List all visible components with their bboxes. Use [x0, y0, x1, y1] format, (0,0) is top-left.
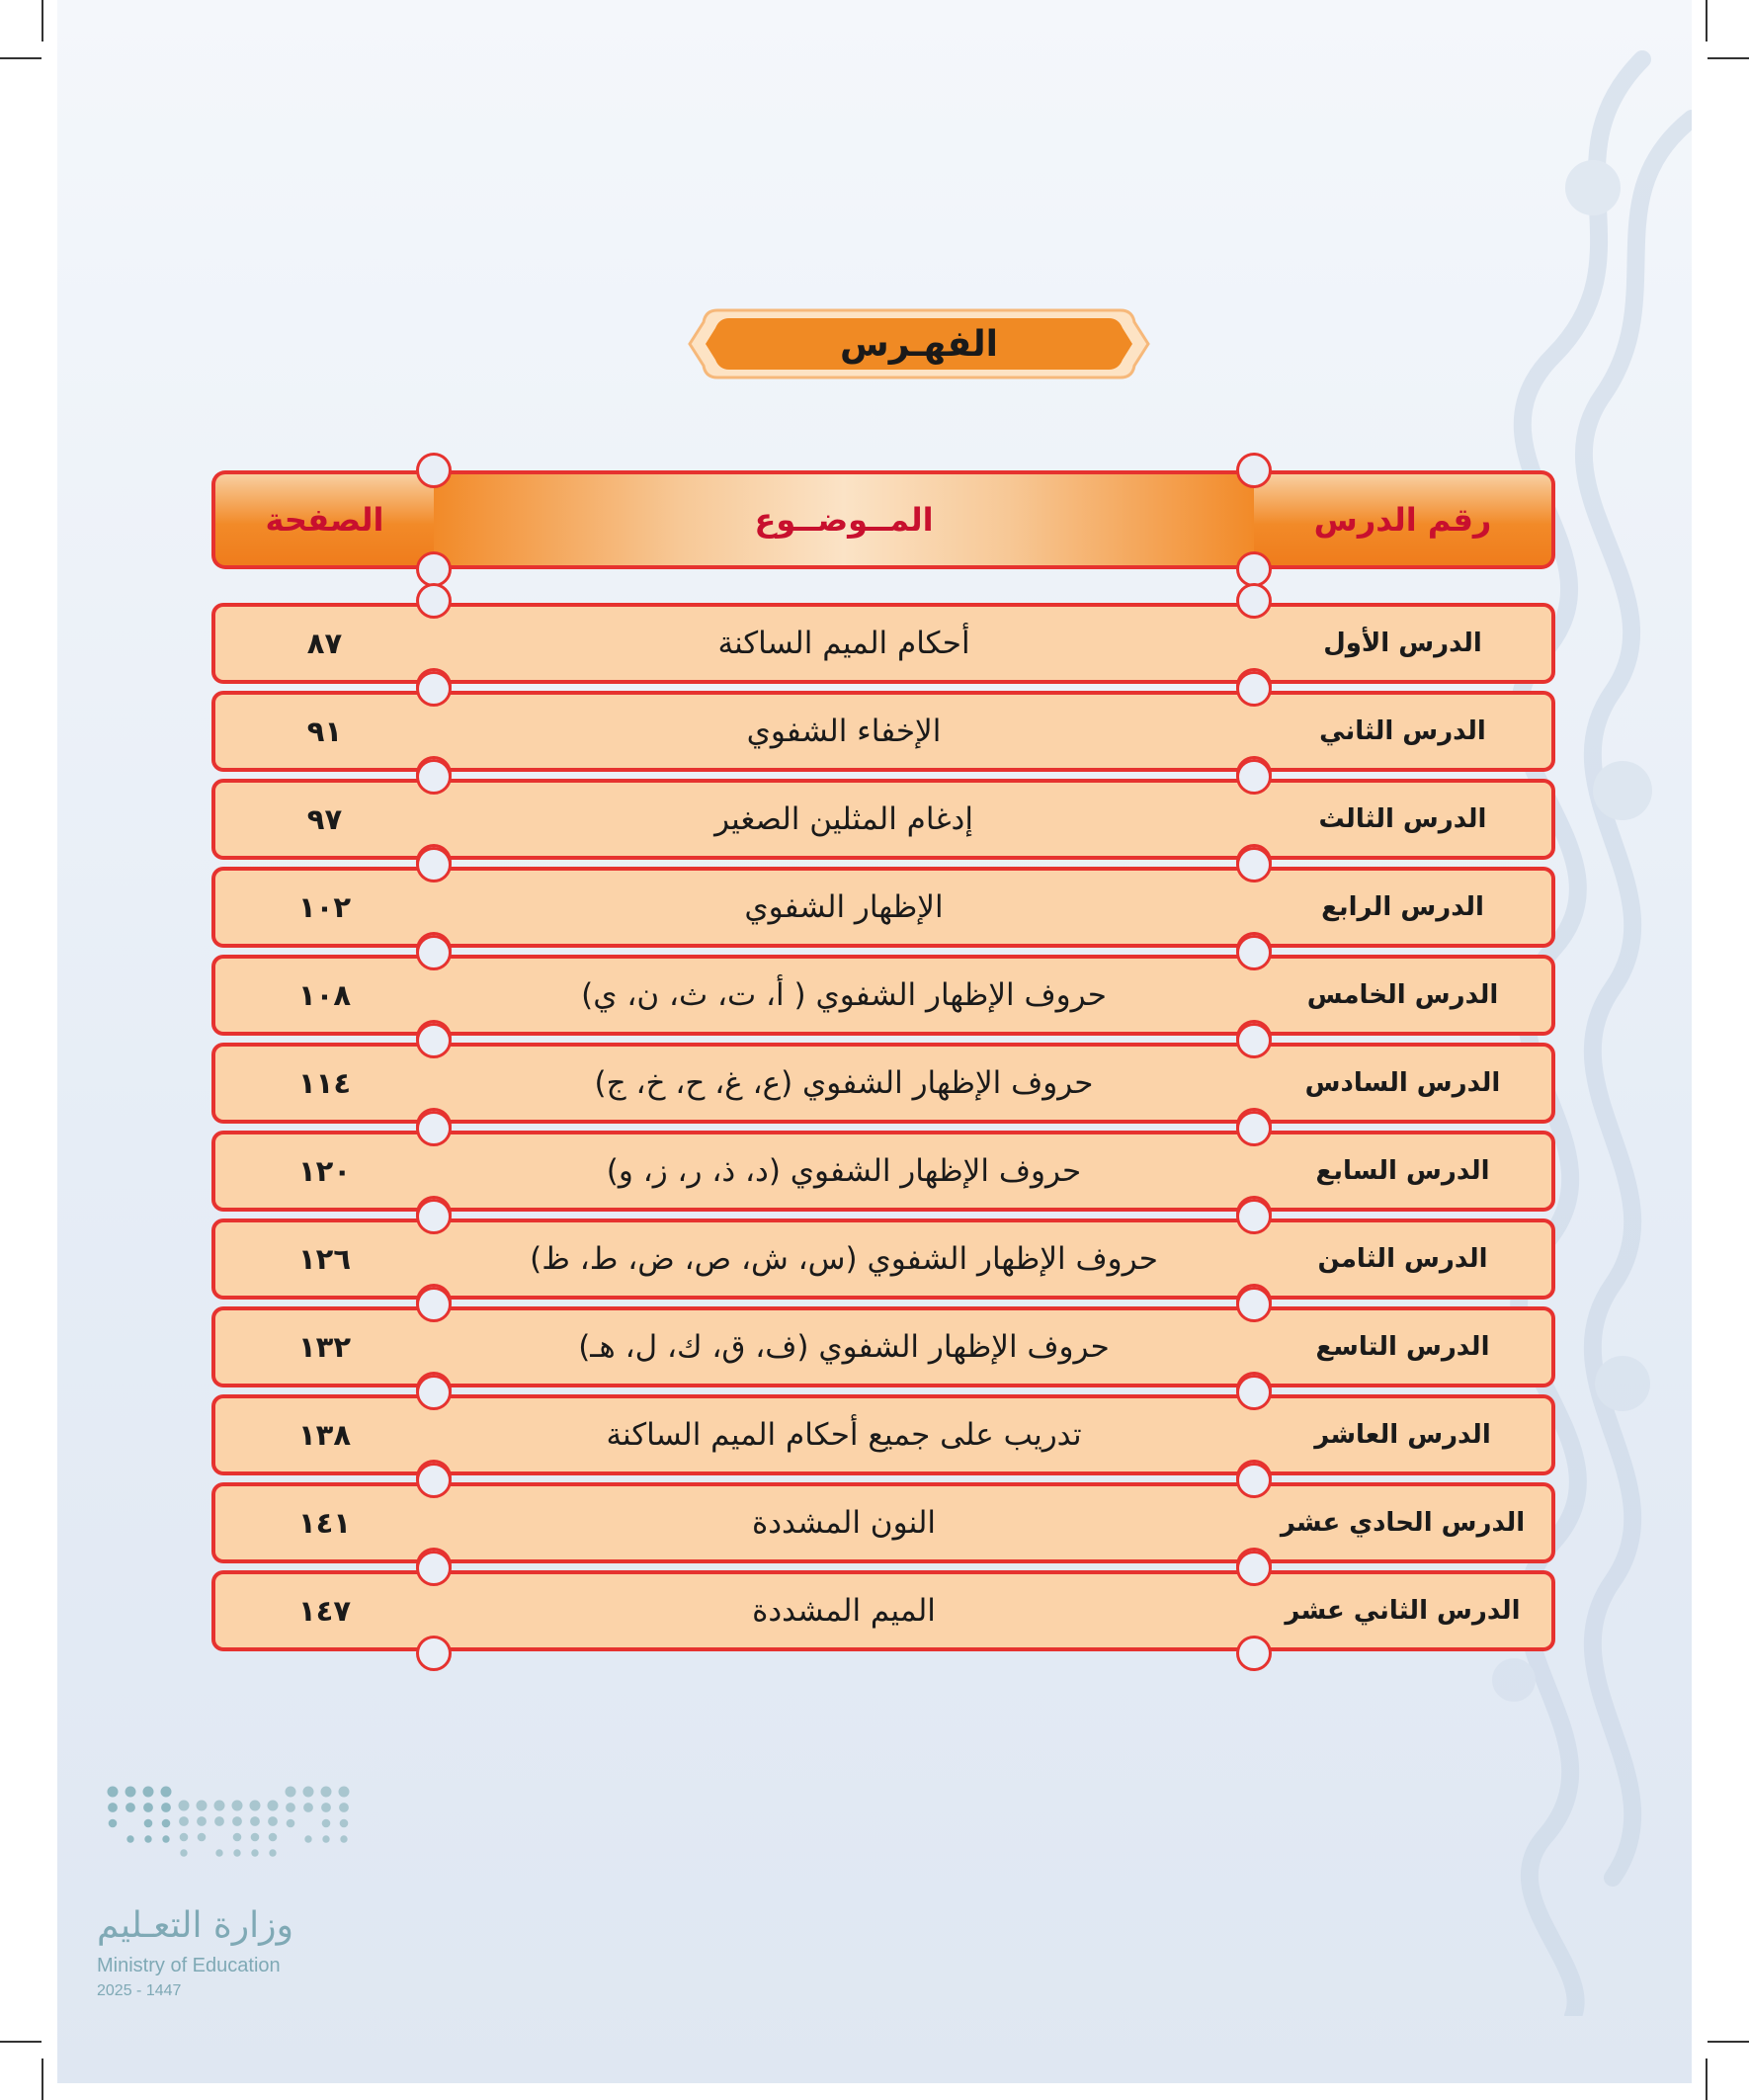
- separator-knob: [416, 1551, 452, 1586]
- table-row: [211, 1043, 1555, 1124]
- topic-cell: الإظهار الشفوي: [434, 867, 1254, 948]
- topic-cell: حروف الإظهار الشفوي (د، ذ، ر، ز، و): [434, 1131, 1254, 1212]
- logo-dot: [197, 1816, 207, 1826]
- ministry-name-arabic: وزارة التعـليم: [97, 1905, 293, 1946]
- topic-cell: الإخفاء الشفوي: [434, 691, 1254, 772]
- separator-knob: [1236, 1111, 1272, 1146]
- logo-dot: [340, 1835, 347, 1842]
- separator-knob: [416, 551, 452, 587]
- logo-dot: [108, 1803, 118, 1812]
- crop-mark: [0, 57, 42, 59]
- separator-knob: [1236, 759, 1272, 795]
- lesson-cell: الدرس السادس: [1254, 1043, 1555, 1124]
- lesson-cell: الدرس السابع: [1254, 1131, 1555, 1212]
- logo-dot: [321, 1803, 331, 1812]
- separator-knob: [416, 935, 452, 970]
- table-row: [211, 603, 1555, 684]
- lesson-cell: الدرس الثامن: [1254, 1218, 1555, 1300]
- lesson-cell: الدرس الثالث: [1254, 779, 1555, 860]
- topic-cell: تدريب على جميع أحكام الميم الساكنة: [434, 1394, 1254, 1475]
- ministry-name-english: Ministry of Education: [97, 1955, 281, 1976]
- lesson-cell: الدرس الخامس: [1254, 955, 1555, 1036]
- lesson-cell: الدرس العاشر: [1254, 1394, 1555, 1475]
- crop-mark: [42, 2058, 43, 2100]
- separator-knob: [1236, 935, 1272, 970]
- logo-dot: [198, 1833, 207, 1842]
- separator-knob: [1236, 551, 1272, 587]
- topic-cell: الميم المشددة: [434, 1570, 1254, 1651]
- logo-dot: [180, 1849, 187, 1856]
- logo-dot: [215, 1849, 222, 1856]
- logo-dot: [144, 1819, 153, 1828]
- logo-dot: [303, 1787, 314, 1798]
- ministry-logo-icon: [93, 1774, 370, 1902]
- page-number-cell: ١٤١: [211, 1482, 434, 1563]
- logo-dot: [250, 1801, 261, 1811]
- logo-dot: [303, 1803, 313, 1812]
- logo-dot: [179, 1801, 190, 1811]
- page-number-cell: ١٤٧: [211, 1570, 434, 1651]
- topic-cell: النون المشددة: [434, 1482, 1254, 1563]
- topic-cell: حروف الإظهار الشفوي ( أ، ت، ث، ن، ي): [434, 955, 1254, 1036]
- crop-mark: [0, 2041, 42, 2043]
- separator-knob: [416, 453, 452, 488]
- topic-cell: حروف الإظهار الشفوي (س، ش، ص، ض، ط، ظ): [434, 1218, 1254, 1300]
- logo-dot: [109, 1819, 118, 1828]
- separator-knob: [1236, 847, 1272, 882]
- lesson-cell: الدرس الثاني: [1254, 691, 1555, 772]
- separator-knob: [416, 1111, 452, 1146]
- separator-knob: [1236, 1287, 1272, 1322]
- table-row: [211, 1306, 1555, 1387]
- table-row: [211, 1218, 1555, 1300]
- logo-dot: [125, 1803, 135, 1812]
- logo-dot: [269, 1833, 278, 1842]
- page-number-cell: ١٠٢: [211, 867, 434, 948]
- logo-dot: [197, 1801, 208, 1811]
- page-number-cell: ٩٧: [211, 779, 434, 860]
- crop-mark: [1706, 2058, 1707, 2100]
- logo-dot: [125, 1787, 136, 1798]
- topic-cell: إدغام المثلين الصغير: [434, 779, 1254, 860]
- table-row: [211, 955, 1555, 1036]
- page-title: الفهـرس: [840, 323, 998, 365]
- separator-knob: [416, 671, 452, 707]
- separator-knob: [1236, 1463, 1272, 1498]
- logo-dot: [321, 1787, 332, 1798]
- separator-knob: [1236, 1023, 1272, 1058]
- separator-knob: [416, 583, 452, 619]
- separator-knob: [416, 759, 452, 795]
- page-number-cell: ١٣٨: [211, 1394, 434, 1475]
- separator-knob: [416, 1199, 452, 1234]
- logo-dot: [322, 1819, 331, 1828]
- logo-dot: [287, 1819, 295, 1828]
- lesson-cell: الدرس الحادي عشر: [1254, 1482, 1555, 1563]
- logo-dot: [108, 1787, 119, 1798]
- page-number-cell: ١٢٠: [211, 1131, 434, 1212]
- header-lesson: رقم الدرس: [1254, 470, 1555, 569]
- logo-dot: [180, 1833, 189, 1842]
- separator-knob: [416, 1287, 452, 1322]
- page-number-cell: ١٣٢: [211, 1306, 434, 1387]
- separator-knob: [416, 1636, 452, 1671]
- index-title-badge: [688, 304, 1150, 383]
- logo-dot: [179, 1816, 189, 1826]
- logo-dot: [143, 1803, 153, 1812]
- edition-year: 2025 - 1447: [97, 1982, 182, 1999]
- separator-knob: [1236, 1551, 1272, 1586]
- separator-knob: [1236, 1636, 1272, 1671]
- logo-dot: [268, 1816, 278, 1826]
- table-header-row: [211, 470, 1555, 569]
- page: [57, 0, 1692, 2083]
- logo-dot: [126, 1835, 133, 1842]
- separator-knob: [1236, 1375, 1272, 1410]
- logo-dot: [233, 1849, 240, 1856]
- logo-dot: [286, 1803, 295, 1812]
- separator-knob: [1236, 1199, 1272, 1234]
- separator-knob: [1236, 583, 1272, 619]
- logo-dot: [162, 1819, 171, 1828]
- logo-dot: [340, 1819, 349, 1828]
- crop-mark: [1707, 2041, 1749, 2043]
- logo-dot: [233, 1833, 242, 1842]
- page-number-cell: ١٠٨: [211, 955, 434, 1036]
- lesson-cell: الدرس الرابع: [1254, 867, 1555, 948]
- header-topic: المــوضــوع: [434, 470, 1254, 569]
- separator-knob: [416, 1463, 452, 1498]
- logo-dot: [339, 1787, 350, 1798]
- separator-knob: [416, 1375, 452, 1410]
- page-number-cell: ٩١: [211, 691, 434, 772]
- separator-knob: [416, 1023, 452, 1058]
- page-number-cell: ١١٤: [211, 1043, 434, 1124]
- topic-cell: حروف الإظهار الشفوي (ع، غ، ح، خ، ج): [434, 1043, 1254, 1124]
- page-number-cell: ١٢٦: [211, 1218, 434, 1300]
- table-row: [211, 1394, 1555, 1475]
- logo-dot: [214, 1816, 224, 1826]
- logo-dot: [339, 1803, 349, 1812]
- logo-dot: [161, 1803, 171, 1812]
- logo-dot: [304, 1835, 311, 1842]
- logo-dot: [143, 1787, 154, 1798]
- logo-dot: [161, 1787, 172, 1798]
- crop-mark: [42, 0, 43, 42]
- table-row: [211, 691, 1555, 772]
- table-row: [211, 1570, 1555, 1651]
- page-number-cell: ٨٧: [211, 603, 434, 684]
- contents-table: [211, 470, 1555, 1658]
- lesson-cell: الدرس التاسع: [1254, 1306, 1555, 1387]
- logo-dot: [269, 1849, 276, 1856]
- table-row: [211, 1482, 1555, 1563]
- crop-mark: [1706, 0, 1707, 42]
- table-row: [211, 1131, 1555, 1212]
- table-row: [211, 779, 1555, 860]
- logo-dot: [144, 1835, 151, 1842]
- separator-knob: [416, 847, 452, 882]
- logo-dot: [286, 1787, 296, 1798]
- logo-dot: [232, 1801, 243, 1811]
- logo-dot: [162, 1835, 169, 1842]
- logo-dot: [214, 1801, 225, 1811]
- logo-dot: [250, 1816, 260, 1826]
- lesson-cell: الدرس الثاني عشر: [1254, 1570, 1555, 1651]
- header-page: الصفحة: [211, 470, 434, 569]
- table-row: [211, 867, 1555, 948]
- logo-dot: [268, 1801, 279, 1811]
- logo-dot: [251, 1833, 260, 1842]
- topic-cell: حروف الإظهار الشفوي (ف، ق، ك، ل، هـ): [434, 1306, 1254, 1387]
- separator-knob: [1236, 453, 1272, 488]
- topic-cell: أحكام الميم الساكنة: [434, 603, 1254, 684]
- lesson-cell: الدرس الأول: [1254, 603, 1555, 684]
- separator-knob: [1236, 671, 1272, 707]
- logo-dot: [232, 1816, 242, 1826]
- crop-mark: [1707, 57, 1749, 59]
- logo-dot: [322, 1835, 329, 1842]
- logo-dot: [251, 1849, 258, 1856]
